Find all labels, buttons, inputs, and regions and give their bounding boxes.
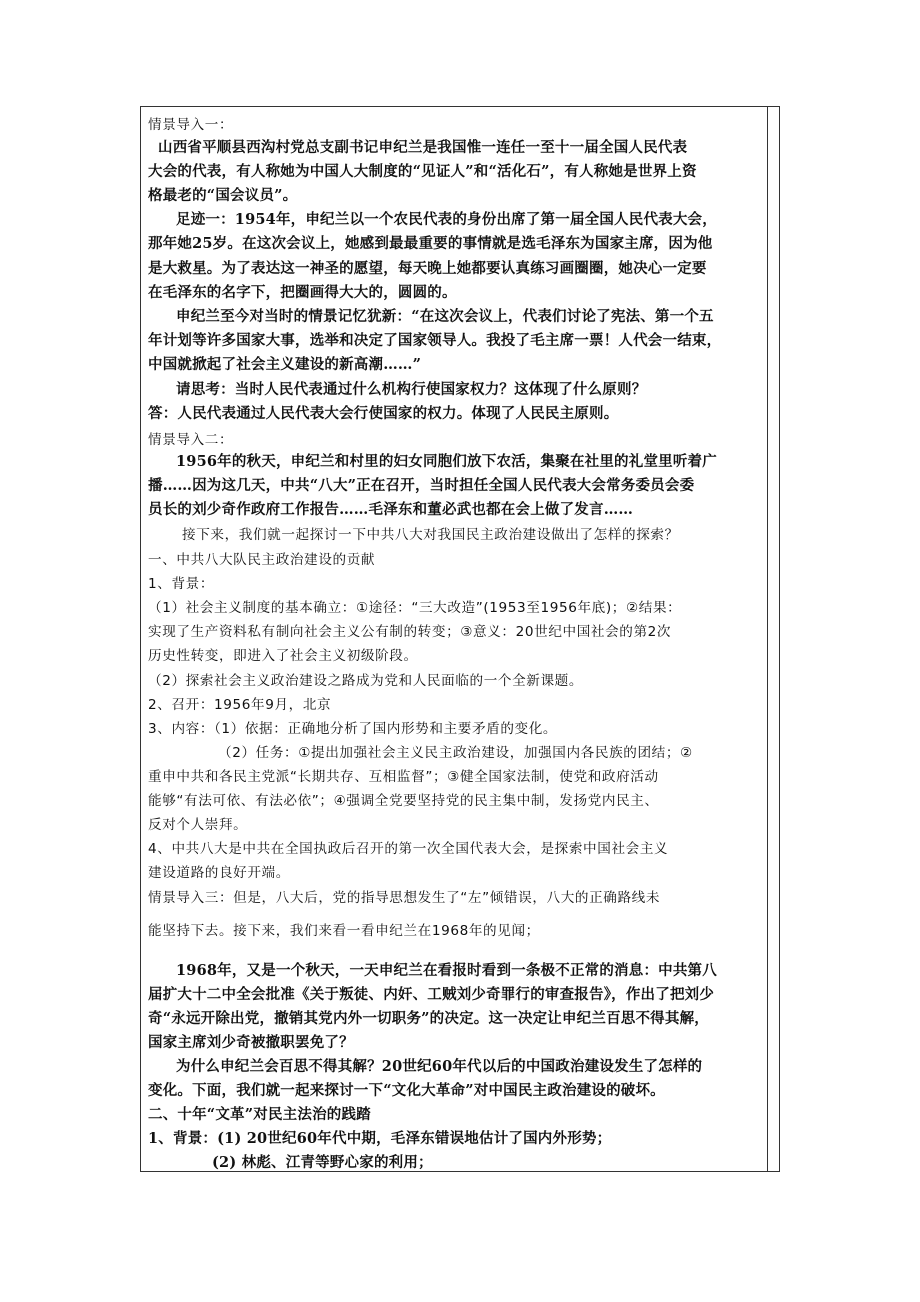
text-line: 是大救星。为了表达这一神圣的愿望，每天晚上她都要认真练习画圈圈，她决心一定要	[148, 260, 707, 277]
table-right-column	[767, 107, 779, 1171]
text-line: 大会的代表，有人称她为中国人大制度的“见证人”和“活化石”，有人称她是世界上资	[148, 163, 697, 180]
item-heading: 2、召开：1956年9月，北京	[148, 697, 332, 713]
text-line: 能坚持下去。接下来，我们来看一看申纪兰在1968年的见闻；	[148, 923, 540, 939]
text-line: 在毛泽东的名字下，把圈画得大大的，圆圆的。	[148, 284, 457, 301]
text-line: （2）探索社会主义政治建设之路成为党和人民面临的一个全新课题。	[148, 673, 584, 689]
text-line: (2) 林彪、江青等野心家的利用；	[212, 1154, 433, 1171]
item-heading: 1、背景：(1) 20世纪60年代中期，毛泽东错误地估计了国内外形势；	[148, 1130, 612, 1147]
section-heading-scenario-1: 情景导入一：	[148, 117, 234, 133]
text-line: 格最老的“国会议员”。	[148, 187, 298, 204]
section-heading-2: 二、十年“文革”对民主法治的践踏	[148, 1106, 371, 1123]
section-heading-1: 一、中共八大队民主政治建设的贡献	[148, 552, 376, 568]
text-line: 山西省平顺县西沟村党总支副书记申纪兰是我国惟一连任一至十一届全国人民代表	[158, 139, 688, 156]
text-line: 年计划等许多国家大事，选举和决定了国家领导人。我投了毛主席一票！人代会一结束，	[148, 332, 722, 349]
text-line: 奇“永远开除出党，撤销其党内外一切职务”的决定。这一决定让申纪兰百思不得其解，	[148, 1010, 709, 1027]
text-line: 建设道路的良好开端。	[148, 865, 290, 881]
text-line: 足迹一：1954年，申纪兰以一个农民代表的身份出席了第一届全国人民代表大会，	[176, 211, 717, 228]
section-heading-scenario-3: 情景导入三：但是，八大后，党的指导思想发生了“左”倾错误，八大的正确路线未	[148, 890, 661, 906]
text-line: 历史性转变，即进入了社会主义初级阶段。	[148, 648, 418, 664]
answer-line: 答：人民代表通过人民代表大会行使国家的权力。体现了人民民主原则。	[148, 405, 619, 422]
text-line: 申纪兰至今对当时的情景记忆犹新：“在这次会议上，代表们讨论了宪法、第一个五	[176, 308, 714, 325]
item-heading: 3、内容：（1）依据：正确地分析了国内形势和主要矛盾的变化。	[148, 721, 558, 737]
text-line: 播……因为这几天，中共“八大”正在召开，当时担任全国人民代表大会常务委员会委	[148, 477, 695, 494]
text-line: （2）任务：①提出加强社会主义民主政治建设，加强国内各民族的团结；②	[218, 745, 693, 761]
text-line: 接下来，我们就一起探讨一下中共八大对我国民主政治建设做出了怎样的探索？	[182, 527, 679, 543]
text-line: 为什么申纪兰会百思不得其解？20世纪60年代以后的中国政治建设发生了怎样的	[176, 1058, 703, 1075]
text-line: 国家主席刘少奇被撤职罢免了？	[148, 1034, 354, 1051]
text-line: 1968年，又是一个秋天，一天申纪兰在看报时看到一条极不正常的消息：中共第八	[176, 962, 717, 979]
item-heading: 1、背景：	[148, 576, 215, 592]
text-line: 重申中共和各民主党派“长期共存、互相监督”；③健全国家法制，使党和政府活动	[148, 769, 659, 785]
text-line: 中国就掀起了社会主义建设的新高潮……”	[148, 356, 422, 373]
text-line: 员长的刘少奇作政府工作报告……毛泽东和董必武也都在会上做了发言……	[148, 501, 634, 518]
section-heading-scenario-2: 情景导入二：	[148, 432, 234, 448]
text-line: 那年她25岁。在这次会议上，她感到最最重要的事情就是选毛泽东为国家主席，因为他	[148, 235, 713, 252]
text-line: 1956年的秋天，申纪兰和村里的妇女同胞们放下农活，集聚在社里的礼堂里听着广	[176, 453, 717, 470]
text-line: （1）社会主义制度的基本确立：①途径：“三大改造”(1953至1956年底)；②结果：	[148, 600, 682, 616]
text-line: 能够“有法可依、有法必依”；④强调全党要坚持党的民主集中制，发扬党内民主、	[148, 793, 659, 809]
text-line: 变化。下面，我们就一起来探讨一下“文化大革命”对中国民主政治建设的破坏。	[148, 1082, 665, 1099]
text-line: 届扩大十二中全会批准《关于叛徒、内奸、工贼刘少奇罪行的审查报告》，作出了把刘少	[148, 986, 715, 1003]
item-heading: 4、中共八大是中共在全国执政后召开的第一次全国代表大会，是探索中国社会主义	[148, 841, 669, 857]
text-line: 反对个人崇拜。	[148, 817, 248, 833]
text-line: 实现了生产资料私有制向社会主义公有制的转变；③意义：20世纪中国社会的第2次	[148, 624, 672, 640]
question-line: 请思考：当时人民代表通过什么机构行使国家权力？这体现了什么原则？	[176, 381, 647, 398]
